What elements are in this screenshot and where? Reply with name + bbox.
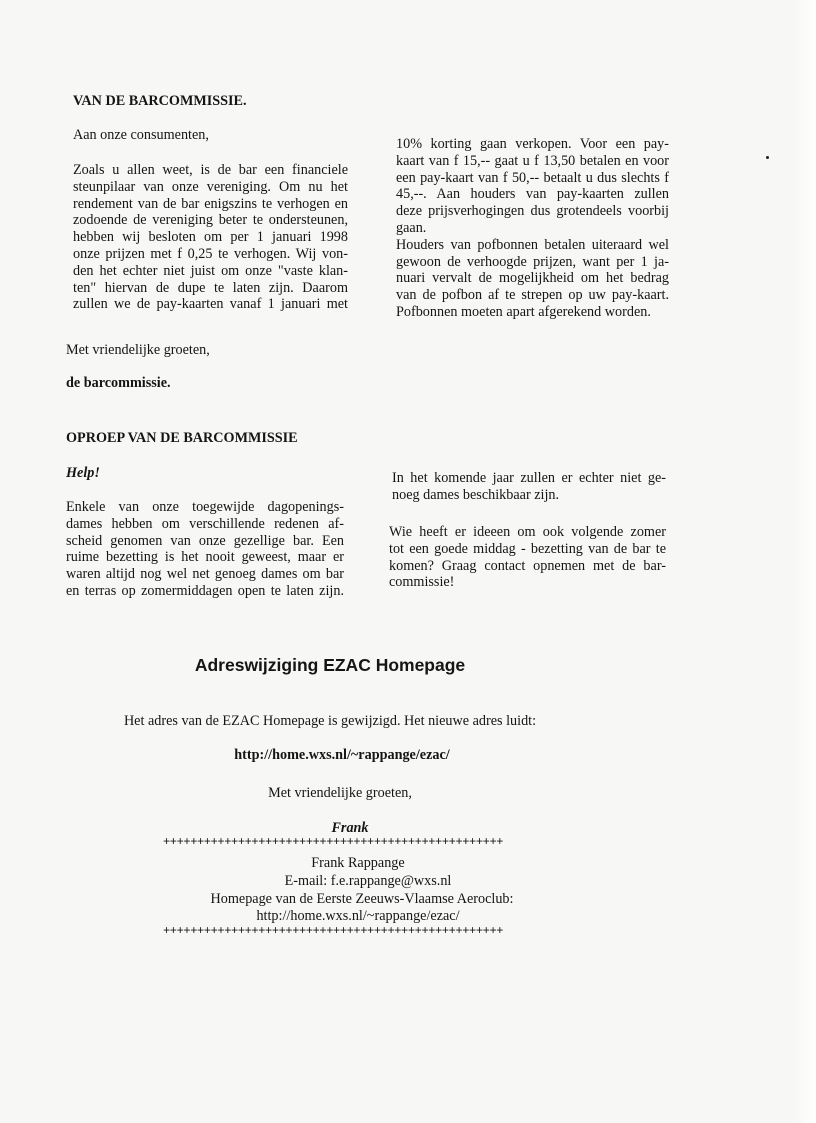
text-line: van de pofbon af te strepen op uw pay-kaart. — [396, 287, 669, 304]
text-line: komen? Graag contact opnemen met de bar- — [389, 557, 666, 574]
text-line: tot een goede middag - bezetting van de bar te — [389, 540, 666, 557]
page-edge — [794, 0, 816, 1123]
oproep-subheading: Help! — [66, 465, 100, 481]
homepage-closing: Met vriendelijke groeten, — [268, 785, 412, 801]
text-line: Wie heeft er ideeen om ook volgende zomer — [389, 524, 666, 540]
text-line: kaart van f 15,-- gaat u f 13,50 betalen en voor — [396, 152, 669, 169]
text-line: den het echter niet juist om onze "vaste klan- — [73, 262, 348, 279]
text-line: ruime bezetting is het nooit geweest, maar er — [66, 549, 344, 566]
text-line: deze prijsverhogingen dus grotendeels voorbij — [396, 203, 669, 220]
text-line: en terras op zomermiddagen open te laten zijn. — [66, 582, 344, 599]
speck — [766, 156, 769, 159]
text-line: een pay-kaart van f 50,-- betaalt u dus slechts f — [396, 169, 669, 186]
oproep-paragraph-left — [66, 499, 344, 600]
oproep-paragraph-right-1 — [392, 470, 666, 504]
text-line: Houders van pofbonnen betalen uiteraard wel — [396, 236, 669, 253]
text-line: noeg dames beschikbaar zijn. — [392, 486, 560, 503]
text-line: 45,--. Aan houders van pay-kaarten zullen — [396, 186, 669, 203]
text-line: ten" hiervan de dupe te laten zijn. Daarom — [73, 279, 348, 296]
bar-paragraph-right — [396, 136, 669, 321]
homepage-title: Adreswijziging EZAC Homepage — [194, 655, 466, 675]
contact-name: Frank Rappange — [311, 855, 405, 871]
homepage-url[interactable]: http://home.wxs.nl/~rappange/ezac/ — [234, 747, 450, 763]
bar-paragraph-left — [73, 162, 348, 313]
text-line: gaan. — [396, 219, 427, 236]
text-line: zodoende de vereniging beter te ondersteunen, — [73, 212, 348, 229]
contact-homepage-url[interactable]: http://home.wxs.nl/~rappange/ezac/ — [256, 908, 460, 924]
bar-signature: de barcommissie. — [66, 375, 171, 391]
text-line: scheid genomen van onze gezellige bar. Een — [66, 532, 344, 549]
text-line: zullen we de pay-kaarten vanaf 1 januari met — [73, 296, 348, 313]
text-line: commissie! — [389, 574, 455, 591]
contact-email[interactable]: E-mail: f.e.rappange@wxs.nl — [284, 873, 452, 889]
text-line: nuari vervalt de mogelijkheid om het bedrag — [396, 270, 669, 287]
text-line: Pofbonnen moeten apart afgerekend worden. — [396, 303, 651, 320]
bar-closing: Met vriendelijke groeten, — [66, 342, 210, 358]
text-line: steunpilaar van onze vereniging. Om nu het — [73, 178, 348, 195]
text-line: 10% korting gaan verkopen. Voor een pay- — [396, 136, 669, 152]
text-line: gewoon de verhoogde prijzen, want per 1 ja- — [396, 253, 669, 270]
bar-greeting: Aan onze consumenten, — [73, 127, 209, 143]
bar-heading: VAN DE BARCOMMISSIE. — [73, 93, 247, 109]
text-line: waren altijd nog wel net genoeg dames om bar — [66, 566, 344, 583]
text-line: rendement van de bar enigszins te verhogen en — [73, 195, 348, 212]
homepage-intro: Het adres van de EZAC Homepage is gewijzigd. Het nieuwe adres luidt: — [123, 713, 537, 729]
separator-line: ++++++++++++++++++++++++++++++++++++++++++++++++++ — [163, 835, 504, 849]
homepage-signature: Frank — [331, 820, 369, 836]
separator-line-bottom: ++++++++++++++++++++++++++++++++++++++++++++++++++ — [163, 924, 504, 938]
text-line: Zoals u allen weet, is de bar een financiele — [73, 162, 348, 178]
oproep-paragraph-right-2 — [389, 524, 666, 591]
text-line: Enkele van onze toegewijde dagopenings- — [66, 499, 344, 515]
text-line: In het komende jaar zullen er echter niet ge- — [392, 470, 666, 486]
text-line: onze prijzen met f 0,25 te verhogen. Wij von- — [73, 245, 348, 262]
text-line: dames hebben om verschillende redenen af- — [66, 515, 344, 532]
contact-homepage-label: Homepage van de Eerste Zeeuws-Vlaamse Aeroclub: — [210, 891, 514, 907]
text-line: hebben wij besloten om per 1 januari 1998 — [73, 229, 348, 246]
oproep-heading: OPROEP VAN DE BARCOMMISSIE — [66, 430, 298, 446]
